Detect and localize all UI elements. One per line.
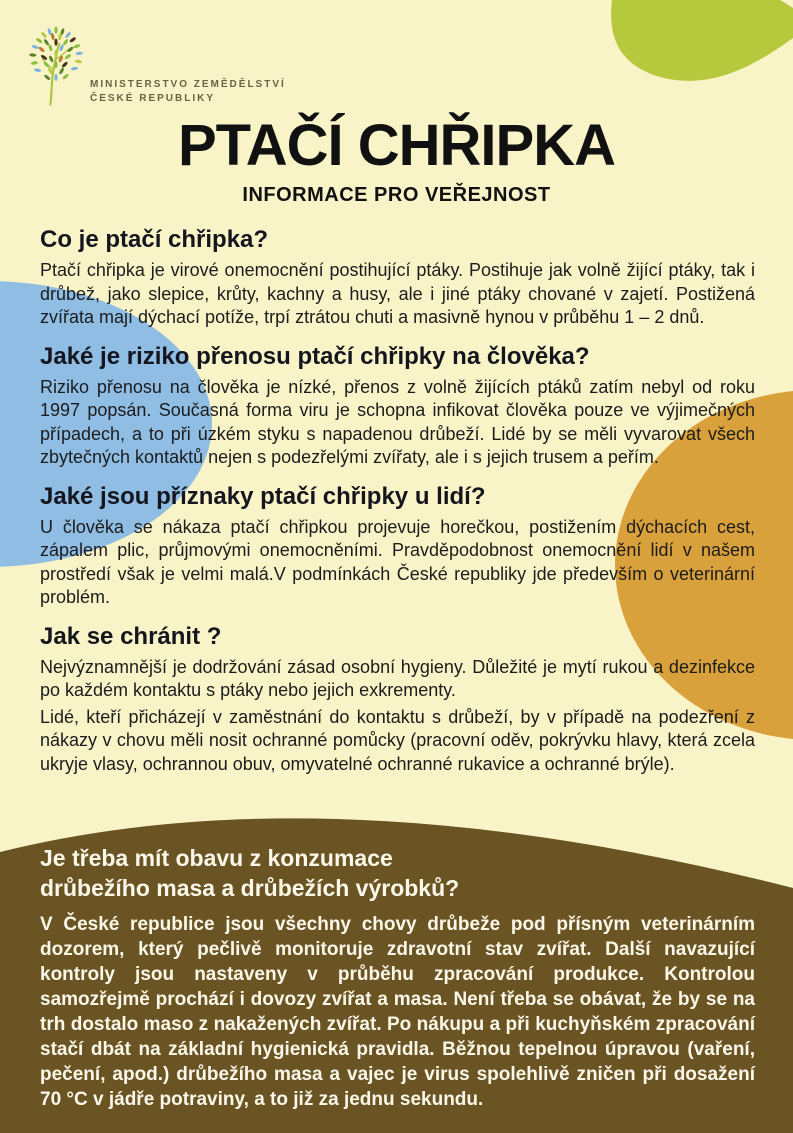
section-paragraph: Nejvýznamnější je dodržování zásad osobní hygieny. Důležité je mytí rukou a dezinfekce po každém kontaktu s ptáky nebo jejich exkrementy. — [40, 656, 755, 700]
footer-heading — [40, 843, 755, 903]
ministry-tree-icon — [24, 12, 88, 118]
section-heading-what-is: Co je ptačí chřipka? — [40, 226, 269, 253]
poster-title: PTAČÍ CHŘIPKA — [177, 113, 616, 178]
main-content — [40, 226, 755, 779]
section-paragraph: Lidé, kteří přicházejí v zaměstnání do kontaktu s drůbeží, by v případě na podezření z nákazy v chovu měli nosit ochranné pomůcky (pracovní oděv, pokrývku hlavy, která zcela ukryje vlasy, ochrannou obuv, omyvatelné ochranné rukavice a ochranné brýle). — [40, 706, 755, 774]
footer-section — [40, 843, 755, 1112]
ministry-name — [90, 78, 286, 106]
footer-heading-line2: drůbežího masa a drůbežích výrobků? — [40, 875, 460, 901]
ministry-logo — [24, 12, 354, 122]
poster-subtitle: INFORMACE PRO VEŘEJNOST — [242, 184, 551, 206]
ministry-name-line1: MINISTERSTVO ZEMĚDĚLSTVÍ — [90, 79, 286, 90]
green-blob — [611, 0, 793, 81]
section-paragraph: U člověka se nákaza ptačí chřipkou projevuje horečkou, postižením dýchacích cest, zápalem plic, průjmovými onemocněními. Pravděpodobnost onemocnění lidí v našem prostředí však je velmi malá.V podmínkách České republiky jde především o veterinární problém. — [40, 516, 755, 607]
footer-paragraph: V České republice jsou všechny chovy drůbeže pod přísným veterinárním dozorem, který pečlivě monitoruje zdravotní stav zvířat. Další navazující kontroly jsou nastaveny v průběhu zpracování produkce. Kontrolou samozřejmě prochází i dovozy zvířat a masa. Není třeba se obávat, že by se na trh dostalo maso z nakažených zvířat. Po nákupu a při kuchyňském zpracování stačí dbát na základní hygienická pravidla. Běžnou tepelnou úpravou (vaření, pečení, apod.) drůbežího masa a vajec je virus spolehlivě zničen při dosažení 70 °C v jádře potraviny, a to již za jednu sekundu. — [40, 914, 755, 1110]
section-heading-risk: Jaké je riziko přenosu ptačí chřipky na člověka? — [40, 342, 590, 370]
section-heading-symptoms: Jaké jsou příznaky ptačí chřipky u lidí? — [40, 482, 486, 510]
section-paragraph: Ptačí chřipka je virové onemocnění postihující ptáky. Postihuje jak volně žijící ptáky, tak i drůbež, jako slepice, krůty, kachny a husy, ale i jiné ptáky chované v zajetí. Postižená zvířata mají dýchací potíže, trpí ztrátou chuti a masivně hynou v průběhu 1 – 2 dnů. — [40, 260, 755, 327]
ministry-name-line2: ČESKÉ REPUBLIKY — [90, 93, 216, 104]
footer-heading-line1: Je třeba mít obavu z konzumace — [40, 845, 393, 871]
tree-leaves — [29, 27, 83, 81]
section-heading-protection: Jak se chránit ? — [40, 622, 222, 650]
section-paragraph: Riziko přenosu na člověka je nízké, přenos z volně žijících ptáků zatím nebyl od roku 1997 popsán. Současná forma viru je schopna infikovat člověka pouze ve výjimečných případech, a to při úzkém styku s napadenou drůbeží. Lidé by se měli vyvarovat všech zbytečných kontaktů nejen s podezřelými zvířaty, ale i s jejich trusem a peřím. — [40, 376, 755, 467]
